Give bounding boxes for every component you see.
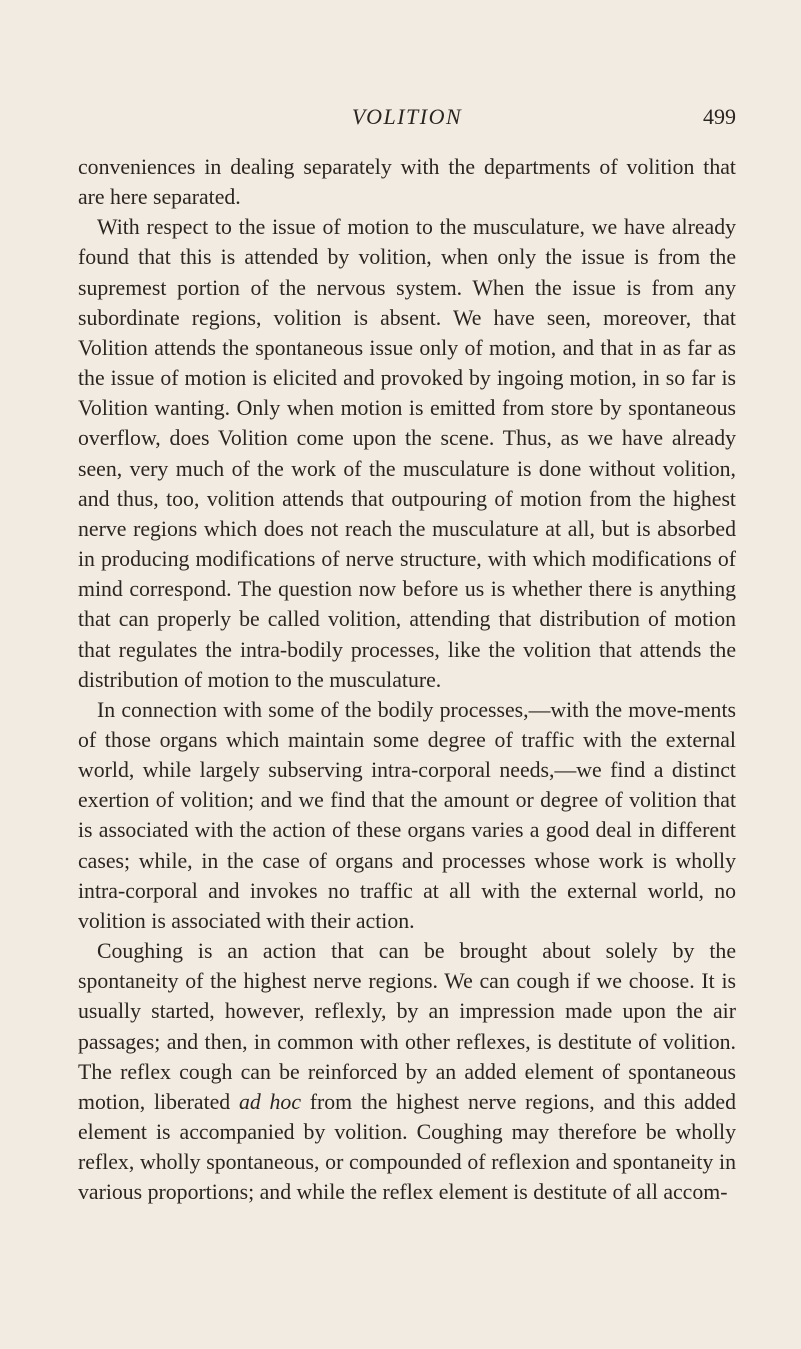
paragraph-4 (78, 936, 736, 1207)
running-title: VOLITION (351, 104, 463, 129)
paragraph-4-text-before: Coughing is an action that can be brought about solely by the spontaneity of the highest nerve regions. We can cough if we choose. It is usually started, however, reflexly, by an impression made upon the air passages; and then, in common with other reflexes, is destitute of volition. The reflex cough can be reinforced by an added element of spontaneous motion, liberated (78, 939, 736, 1114)
paragraph-4-text-after: from the highest nerve regions, and this added element is accompanied by volition. Coughing may therefore be wholly reflex, wholly spontaneous, or compounded of reflexion and spontaneity in various proportions; and while the reflex element is destitute of all accom- (78, 1089, 737, 1205)
paragraph-3: In connection with some of the bodily processes,—with the move-ments of those organs which maintain some degree of traffic with the external world, while largely subserving intra-corporal needs,—we find a distinct exertion of volition; and we find that the amount or degree of volition that is associated with the action of these organs varies a good deal in different cases; while, in the case of organs and processes whose work is wholly intra-corporal and invokes no traffic at all with the external world, no volition is associated with their action. (78, 697, 736, 933)
paragraph-1: conveniences in dealing separately with the departments of volition that are here separated. (78, 155, 736, 210)
running-head (78, 104, 736, 136)
paragraph-2: With respect to the issue of motion to the musculature, we have already found that this is attended by volition, when only the issue is from the supremest portion of the nervous system. When the issue is from any subordinate regions, volition is absent. We have seen, moreover, that Volition attends the spontaneous issue only of motion, and that in as far as the issue of motion is elicited and provoked by ingoing motion, in so far is Volition wanting. Only when motion is emitted from store by spontaneous overflow, does Volition come upon the scene. Thus, as we have already seen, very much of the work of the musculature is done without volition, and thus, too, volition attends that outpouring of motion from the highest nerve regions which does not reach the musculature at all, but is absorbed in producing modifications of nerve structure, with which modifications of mind correspond. The question now before us is whether there is anything that can properly be called volition, attending that distribution of motion that regulates the intra-bodily processes, like the volition that attends the distribution of motion to the musculature. (78, 215, 736, 692)
page-number: 499 (703, 104, 736, 129)
body-text (78, 152, 736, 1207)
paragraph-4-emphasis: ad hoc (238, 1089, 301, 1114)
